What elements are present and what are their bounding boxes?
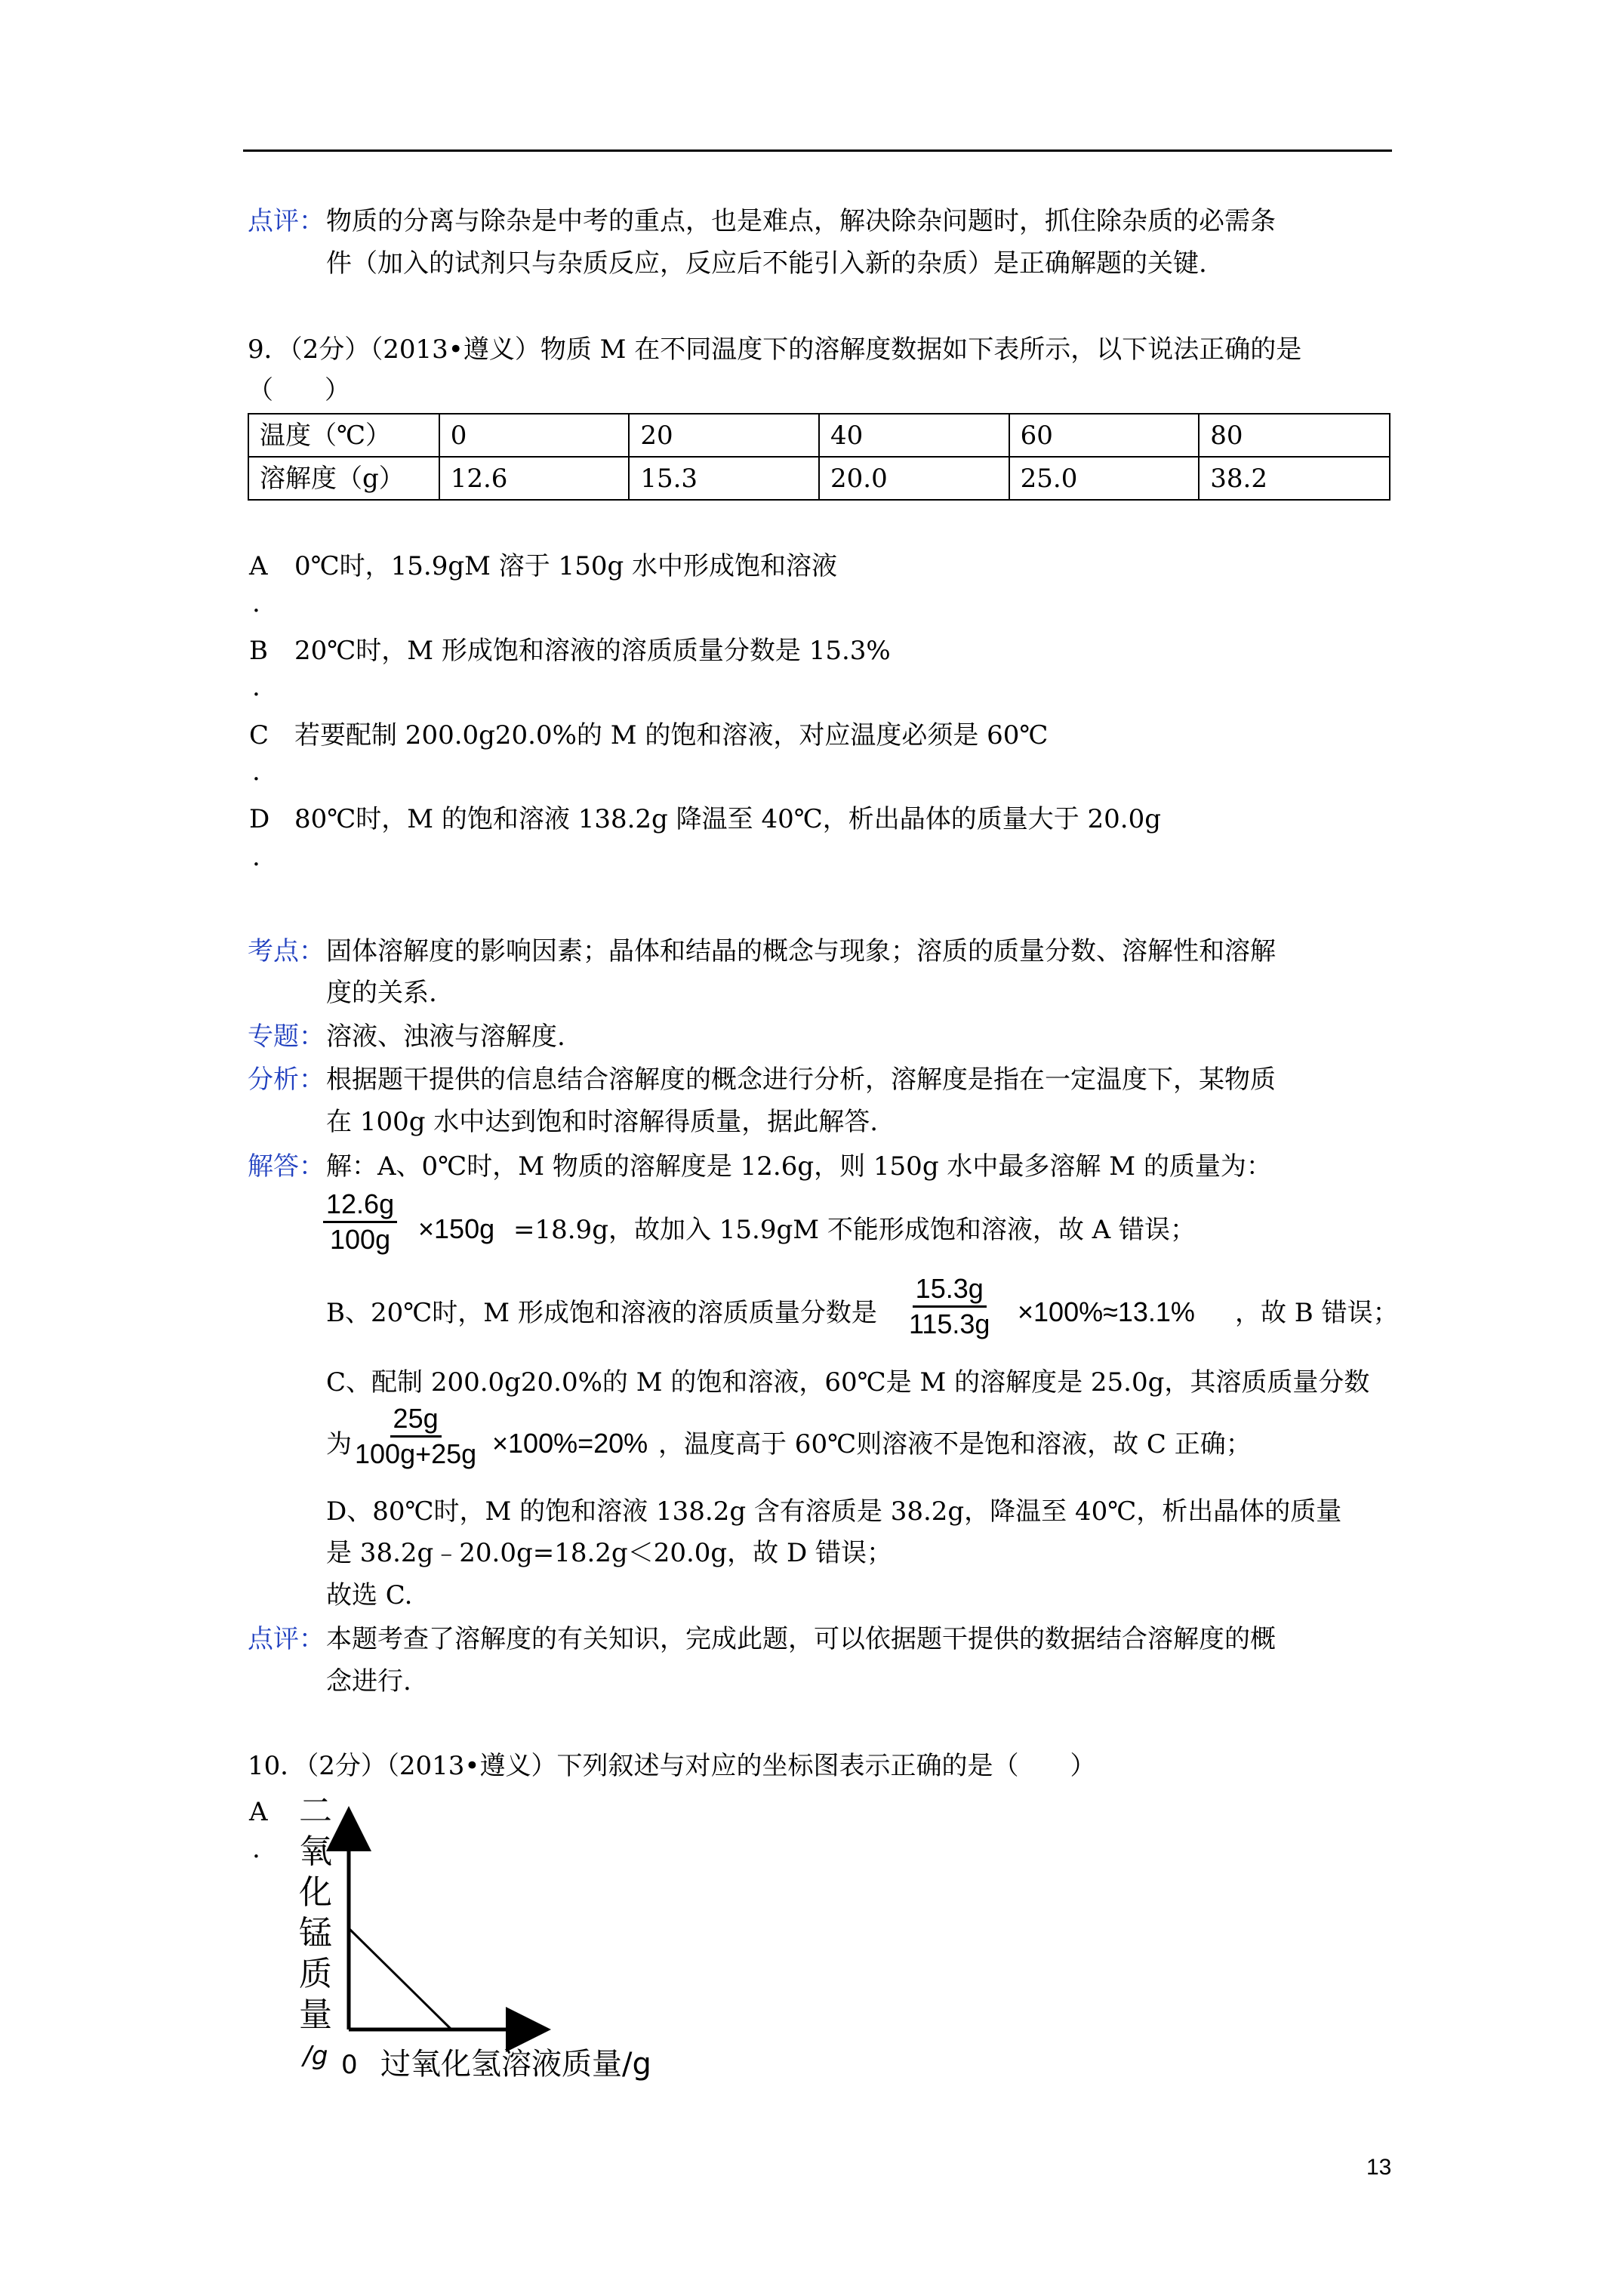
- dianping-line2: 念进行.: [326, 1666, 411, 1697]
- option-c-text: 若要配制 200.0g20.0%的 M 的饱和溶液，对应温度必须是 60℃: [294, 720, 1049, 750]
- table-cell: 20: [629, 414, 819, 457]
- fraction-c-tail-math: ×100%=20%: [492, 1428, 648, 1459]
- jieda-line1: 解：A、0℃时，M 物质的溶解度是 12.6g，则 150g 水中最多溶解 M 的质量为：: [326, 1151, 1272, 1182]
- fenxi-line2: 在 100g 水中达到饱和时溶解得质量，据此解答.: [326, 1107, 879, 1137]
- table-cell: 20.0: [819, 457, 1009, 500]
- table-cell: 15.3: [629, 457, 819, 500]
- table-cell: 80: [1199, 414, 1390, 457]
- option-d-text: 80℃时，M 的饱和溶液 138.2g 降温至 40℃，析出晶体的质量大于 20.0g: [294, 804, 1162, 834]
- fraction-c: [352, 1404, 479, 1469]
- option-c-dot: .: [252, 757, 260, 787]
- option-c-letter: C: [249, 720, 269, 750]
- q9-stem-line2: （ ）: [248, 375, 350, 405]
- dianping-line1: 本题考查了溶解度的有关知识，完成此题，可以依据题干提供的数据结合溶解度的概: [326, 1624, 1276, 1654]
- q10-stem: 10．（2分）（2013•遵义）下列叙述与对应的坐标图表示正确的是（ ）: [248, 1751, 1096, 1781]
- header-rule: [243, 149, 1392, 152]
- conclusion: 故选 C.: [326, 1580, 413, 1610]
- fraction-a-tail-text: =18.9g，故加入 15.9gM 不能形成饱和溶液，故 A 错误；: [513, 1215, 1196, 1245]
- line-d2: 是 38.2g﹣20.0g=18.2g＜20.0g，故 D 错误；: [326, 1538, 893, 1568]
- option-a-dot: .: [252, 588, 260, 618]
- fraction-b-tail-math: ×100%≈13.1%: [1018, 1296, 1195, 1327]
- kaodian-line1: 固体溶解度的影响因素；晶体和结晶的概念与现象；溶质的质量分数、溶解性和溶解: [326, 936, 1276, 966]
- y-label-char: 化: [299, 1873, 332, 1912]
- y-label-char: 质: [299, 1955, 332, 1993]
- jieda-label: 解答：: [248, 1151, 325, 1182]
- fraction-b: [906, 1274, 993, 1339]
- page-number: 13: [1366, 2155, 1392, 2180]
- review1-line1: 物质的分离与除杂是中考的重点，也是难点，解决除杂问题时，抓住除杂质的必需条: [326, 206, 1276, 236]
- review1-line2: 件（加入的试剂只与杂质反应，反应后不能引入新的杂质）是正确解题的关键.: [326, 248, 1207, 279]
- y-label-char: 锰: [299, 1914, 332, 1952]
- option-b-dot: .: [252, 672, 260, 702]
- table-cell: 0: [439, 414, 630, 457]
- line-c2-pre: 为: [326, 1429, 352, 1459]
- kaodian-label: 考点：: [248, 936, 325, 966]
- fraction-a-tail-math: ×150g: [418, 1213, 495, 1244]
- fraction-c-denominator: 100g+25g: [355, 1438, 477, 1469]
- fraction-c-tail-text: ，温度高于 60℃则溶液不是饱和溶液，故 C 正确；: [658, 1429, 1252, 1459]
- dianping-label: 点评：: [248, 1624, 325, 1654]
- q10-option-a-dot: .: [252, 1834, 260, 1864]
- fraction-a-denominator: 100g: [330, 1223, 391, 1255]
- option-a-letter: A: [249, 551, 268, 581]
- graph-origin-label: 0: [341, 2050, 358, 2080]
- q10-graph: [293, 1782, 655, 2099]
- option-a-text: 0℃时，15.9gM 溶于 150g 水中形成饱和溶液: [294, 551, 838, 581]
- table-row-temperature: [248, 414, 1390, 457]
- fraction-b-tail-text: ，故 B 错误；: [1235, 1298, 1399, 1328]
- table-row-solubility: [248, 457, 1390, 500]
- fraction-a: [323, 1190, 397, 1254]
- kaodian-line2: 度的关系.: [326, 978, 437, 1008]
- option-d-letter: D: [249, 804, 270, 834]
- option-b-letter: B: [249, 636, 268, 666]
- y-label-char: 氧: [299, 1832, 332, 1871]
- fraction-c-numerator: 25g: [390, 1404, 442, 1438]
- graph-x-label: 过氧化氢溶液质量/g: [380, 2047, 651, 2082]
- fraction-b-numerator: 15.3g: [913, 1274, 987, 1308]
- q9-stem-line1: 9．（2分）（2013•遵义）物质 M 在不同温度下的溶解度数据如下表所示，以下说法正确的是: [248, 334, 1302, 365]
- line-d1: D、80℃时，M 的饱和溶液 138.2g 含有溶质是 38.2g，降温至 40℃，析出晶体的质量: [326, 1496, 1342, 1527]
- option-d-dot: .: [252, 842, 260, 872]
- fraction-a-numerator: 12.6g: [323, 1190, 397, 1223]
- line-b-pre: B、20℃时，M 形成饱和溶液的溶质质量分数是: [326, 1298, 877, 1328]
- zhuanti-text: 溶液、浊液与溶解度.: [326, 1022, 565, 1052]
- fenxi-label: 分析：: [248, 1065, 325, 1095]
- line-c1: C、配制 200.0g20.0%的 M 的饱和溶液，60℃是 M 的溶解度是 25.0g，其溶质质量分数: [326, 1367, 1370, 1398]
- review1-label: 点评：: [248, 206, 325, 236]
- table-cell: 25.0: [1009, 457, 1200, 500]
- q10-option-a-letter: A: [249, 1797, 268, 1827]
- fenxi-line1: 根据题干提供的信息结合溶解度的概念进行分析，溶解度是指在一定温度下，某物质: [326, 1065, 1276, 1095]
- table-cell: 60: [1009, 414, 1200, 457]
- y-label-char: /g: [303, 2041, 328, 2071]
- solubility-table: [248, 413, 1390, 501]
- table-cell: 12.6: [439, 457, 630, 500]
- zhuanti-label: 专题：: [248, 1022, 325, 1052]
- fraction-b-denominator: 115.3g: [909, 1308, 990, 1339]
- table-cell: 38.2: [1199, 457, 1390, 500]
- table-cell: 40: [819, 414, 1009, 457]
- y-label-char: 量: [299, 1996, 332, 2034]
- option-b-text: 20℃时，M 形成饱和溶液的溶质质量分数是 15.3%: [294, 636, 891, 666]
- table-cell: 温度（℃）: [248, 414, 439, 457]
- graph-data-line: [349, 1928, 451, 2029]
- y-label-char: 二: [299, 1792, 332, 1830]
- table-cell: 溶解度（g）: [248, 457, 439, 500]
